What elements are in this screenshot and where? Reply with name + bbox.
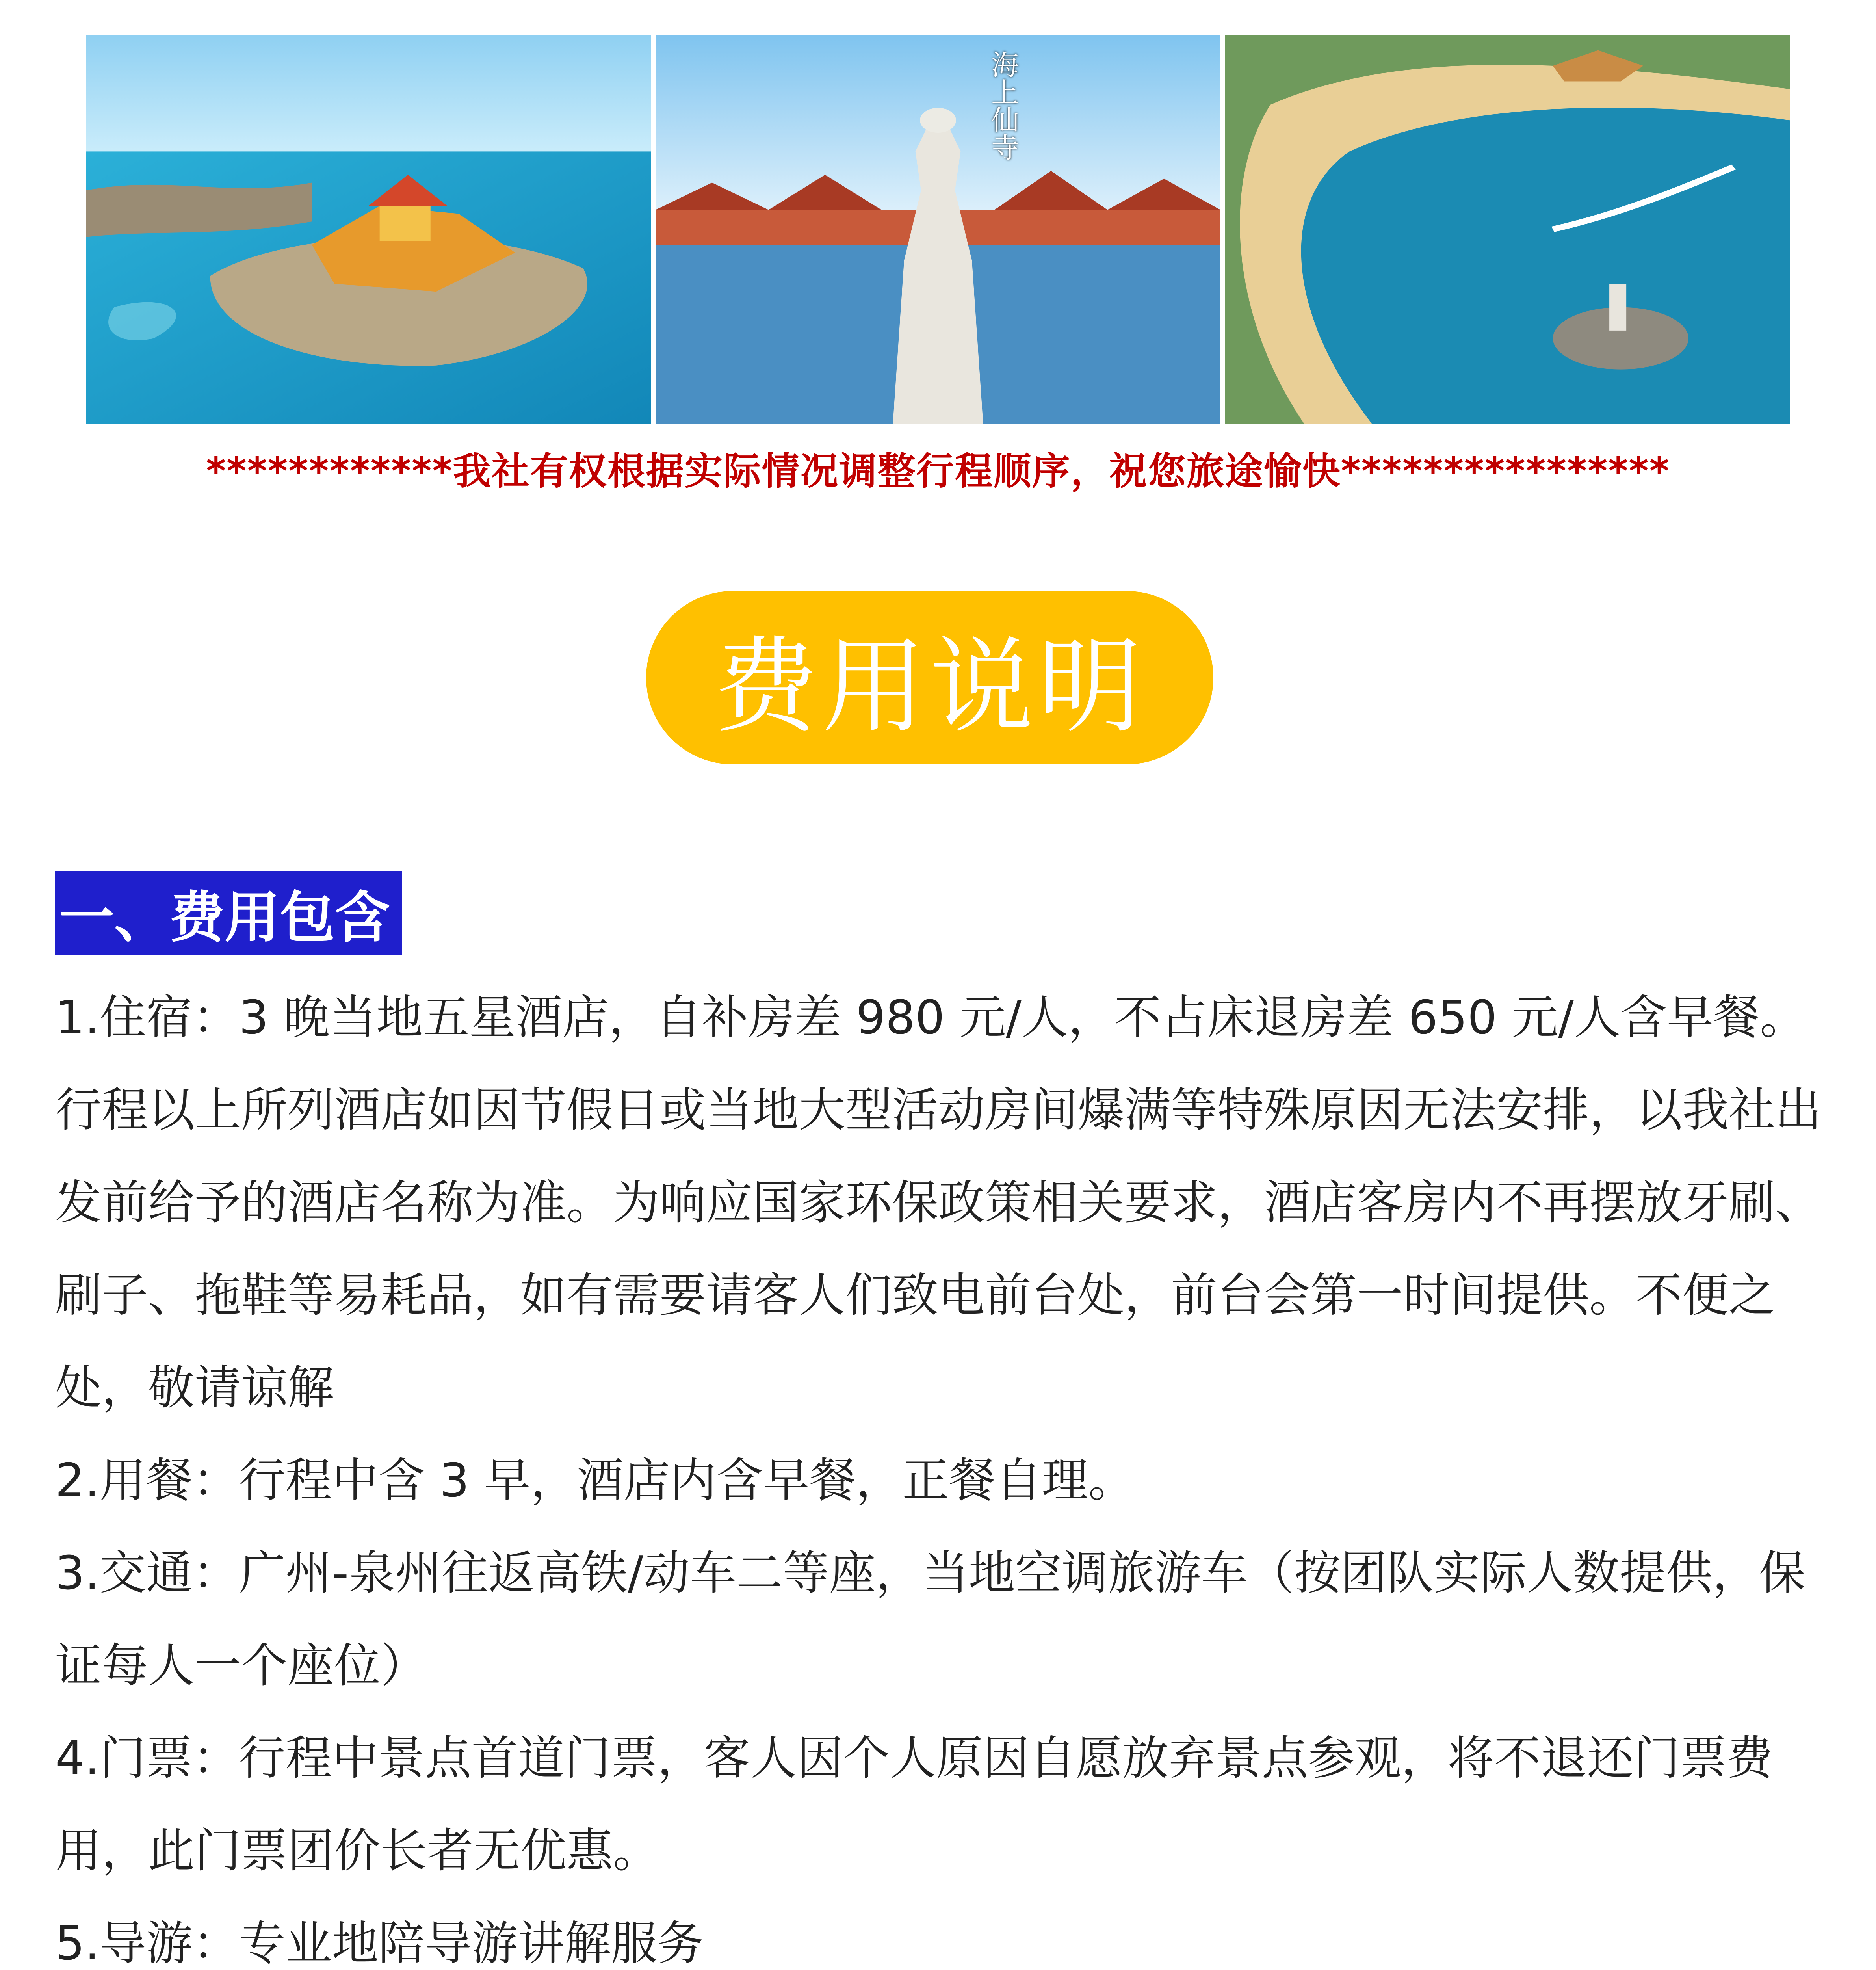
- page-title: 费用说明: [714, 626, 1146, 747]
- fee-details: [55, 971, 1828, 1970]
- beach-bay-aerial-photo: [1225, 35, 1790, 424]
- paragraph-guide: 5.导游：专业地陪导游讲解服务: [55, 1916, 704, 1970]
- seaside-temple-island-photo: [86, 35, 651, 424]
- paragraph-meals: 2.用餐：行程中含 3 早，酒店内含早餐，正餐自理。: [55, 1453, 1135, 1507]
- title-pill: [646, 591, 1213, 764]
- paragraph-tickets: 4.门票：行程中景点首道门票，客人因个人原因自愿放弃景点参观，将不退还门票费用，此门票团价长者无优惠。: [55, 1731, 1773, 1878]
- paragraph-transport: 3.交通：广州-泉州往返高铁/动车二等座，当地空调旅游车（按团队实际人数提供，保证每人一个座位）: [55, 1546, 1805, 1693]
- itinerary-notice: ************我社有权根据实际情况调整行程顺序，祝您旅途愉快****************: [206, 449, 1670, 493]
- guanyin-statue-temple-photo: [656, 35, 1220, 424]
- paragraph-accommodation: 1.住宿：3 晚当地五星酒店，自补房差 980 元/人，不占床退房差 650 元/人含早餐。: [55, 990, 1807, 1044]
- photo-caption: 海上仙寺: [986, 50, 1019, 161]
- section-heading-text: 一、费用包含: [59, 886, 390, 950]
- photo-strip: [86, 35, 1790, 424]
- paragraph-hotel-note: 行程以上所列酒店如因节假日或当地大型活动房间爆满等特殊原因无法安排，以我社出发前给予的酒店名称为准。为响应国家环保政策相关要求，酒店客房内不再摆放牙刷、刷子、拖鞋等易耗品，如有需要请客人们致电前台处，前台会第一时间提供。不便之处，敬请谅解: [55, 1083, 1822, 1415]
- section-heading: [55, 871, 402, 955]
